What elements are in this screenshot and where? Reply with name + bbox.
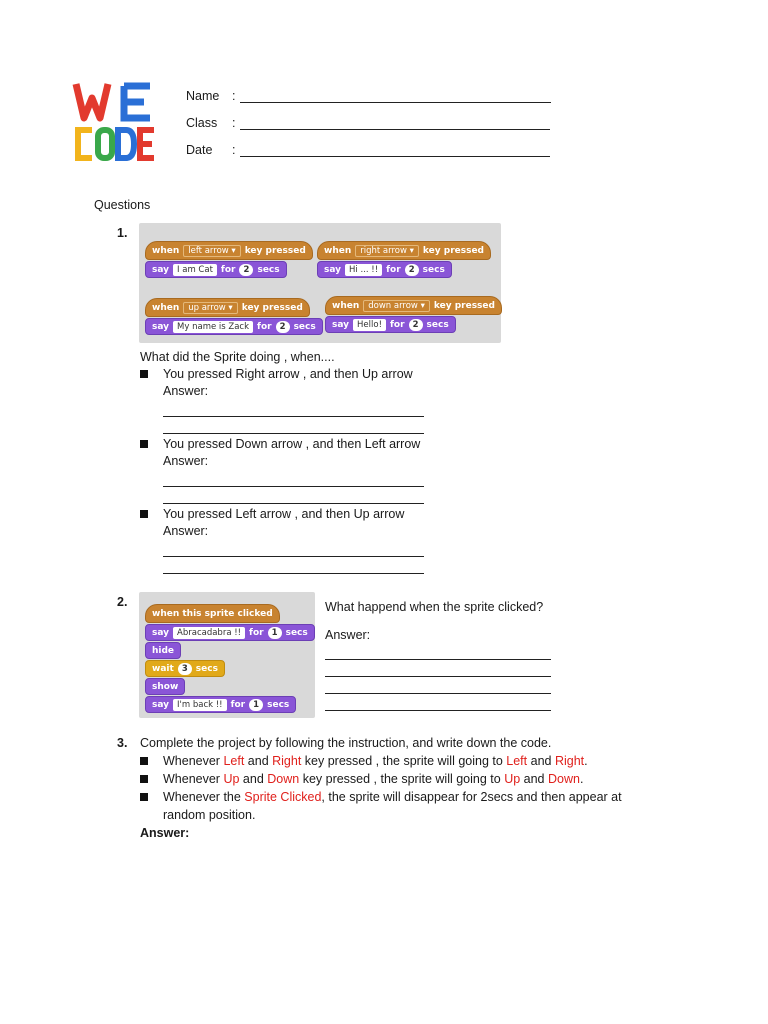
q1-item-3-answer-line-2[interactable] (163, 573, 424, 574)
text-segment: and (244, 754, 273, 768)
secs-label: secs (422, 264, 445, 275)
q1-item-3-text: You pressed Left arrow , and then Up arrow (163, 507, 405, 521)
highlight-up: Up (223, 772, 240, 786)
name-label: Name (186, 89, 220, 103)
secs-input[interactable]: 2 (405, 264, 419, 276)
q1-say-left (145, 261, 287, 278)
q2-answer-line-1[interactable] (325, 659, 551, 660)
hat-label: when this sprite clicked (152, 608, 273, 619)
wait-label: wait (152, 663, 174, 674)
secs-input[interactable]: 2 (276, 321, 290, 333)
say-label: say (324, 264, 342, 275)
class-blank[interactable] (240, 129, 550, 130)
q3-number: 3. (117, 736, 128, 750)
say-message-input[interactable]: I am Cat (173, 264, 217, 276)
q2-answer-label: Answer: (325, 628, 371, 642)
q2-answer-line-3[interactable] (325, 693, 551, 694)
secs-label: secs (426, 319, 449, 330)
highlight-left: Left (223, 754, 245, 768)
q2-when-clicked-hat (145, 604, 280, 623)
text-segment: . (579, 772, 584, 786)
name-blank[interactable] (240, 102, 551, 103)
secs-input[interactable]: 1 (268, 627, 282, 639)
q1-when-up-hat (145, 298, 310, 317)
hat-pressed-label: key pressed (241, 302, 303, 313)
text-segment: Whenever the (163, 790, 245, 804)
for-label: for (386, 264, 401, 275)
highlight-right: Right (272, 754, 302, 768)
wecode-logo (72, 80, 158, 164)
key-dropdown[interactable]: up arrow ▾ (183, 302, 237, 314)
text-segment: , the sprite will disappear for 2secs and then appear at (321, 790, 622, 804)
hat-when-label: when (324, 245, 352, 256)
show-label: show (152, 681, 179, 692)
bullet-square-icon (140, 370, 148, 378)
q2-say-back (145, 696, 296, 713)
hat-pressed-label: key pressed (244, 245, 306, 256)
say-label: say (152, 699, 170, 710)
q1-item-1-text: You pressed Right arrow , and then Up arrow (163, 367, 413, 381)
secs-label: secs (195, 663, 218, 674)
q1-item-1-answer-label: Answer: (163, 384, 209, 398)
hat-when-label: when (152, 302, 180, 313)
q3-bullet-2 (163, 772, 583, 786)
hat-pressed-label: key pressed (433, 300, 495, 311)
q3-answer-label: Answer: (140, 826, 190, 840)
date-label: Date (186, 143, 213, 157)
q1-item-2-answer-label: Answer: (163, 454, 209, 468)
text-segment: and (527, 754, 555, 768)
q1-item-1-answer-line-1[interactable] (163, 416, 424, 417)
q2-say-abracadabra (145, 624, 315, 641)
q1-item-2-answer-line-2[interactable] (163, 503, 424, 504)
secs-input[interactable]: 2 (239, 264, 253, 276)
secs-label: secs (285, 627, 308, 638)
for-label: for (257, 321, 272, 332)
bullet-square-icon (140, 775, 148, 783)
highlight-down: Down (547, 772, 580, 786)
q1-prompt: What did the Sprite doing , when.... (140, 350, 335, 364)
q1-item-2-text: You pressed Down arrow , and then Left arrow (163, 437, 421, 451)
q2-wait-block (145, 660, 225, 677)
wait-secs-input[interactable]: 3 (178, 663, 192, 675)
hat-when-label: when (332, 300, 360, 311)
q1-when-left-hat (145, 241, 313, 260)
wecode-logo-graphic (72, 80, 158, 164)
q1-item-1-answer-line-2[interactable] (163, 433, 424, 434)
highlight-right: Right (554, 754, 585, 768)
name-colon: : (232, 89, 236, 103)
q1-when-right-hat (317, 241, 491, 260)
for-label: for (389, 319, 405, 330)
q3-bullet-1 (163, 754, 588, 768)
secs-input[interactable]: 2 (409, 319, 423, 331)
q3-bullet-3-continued: random position. (163, 808, 256, 822)
class-label: Class (186, 116, 218, 130)
date-colon: : (232, 143, 236, 157)
key-dropdown[interactable]: down arrow ▾ (363, 300, 430, 312)
text-segment: key pressed , the sprite will going to (299, 772, 505, 786)
say-message-input[interactable]: I'm back !! (173, 699, 227, 711)
q2-answer-line-4[interactable] (325, 710, 551, 711)
text-segment: and (520, 772, 548, 786)
class-field (186, 116, 566, 132)
hat-pressed-label: key pressed (422, 245, 484, 256)
for-label: for (220, 264, 236, 275)
questions-title: Questions (94, 198, 151, 212)
say-message-input[interactable]: Hi ... !! (345, 264, 382, 276)
text-segment: Whenever (163, 772, 224, 786)
key-dropdown[interactable]: right arrow ▾ (355, 245, 419, 257)
q1-when-down-hat (325, 296, 502, 315)
date-blank[interactable] (240, 156, 550, 157)
text-segment: and (239, 772, 268, 786)
secs-input[interactable]: 1 (249, 699, 263, 711)
q3-bullet-3 (163, 790, 622, 804)
secs-label: secs (267, 699, 290, 710)
say-message-input[interactable]: Abracadabra !! (173, 627, 245, 639)
q2-hide-block (145, 642, 181, 659)
secs-label: secs (257, 264, 280, 275)
highlight-left: Left (506, 754, 528, 768)
text-segment: Whenever (163, 754, 224, 768)
q2-scratch-panel (139, 592, 315, 718)
highlight-down: Down (267, 772, 300, 786)
hide-label: hide (152, 645, 175, 656)
secs-label: secs (293, 321, 316, 332)
q2-show-block (145, 678, 185, 695)
q1-item-2-answer-line-1[interactable] (163, 486, 424, 487)
q1-item-3-answer-line-1[interactable] (163, 556, 424, 557)
highlight-up: Up (504, 772, 521, 786)
for-label: for (230, 699, 246, 710)
q1-scratch-panel (139, 223, 501, 343)
date-field (186, 143, 566, 159)
bullet-square-icon (140, 510, 148, 518)
q1-say-down (325, 316, 456, 333)
class-colon: : (232, 116, 236, 130)
q1-say-right (317, 261, 452, 278)
key-dropdown[interactable]: left arrow ▾ (183, 245, 240, 257)
q1-number: 1. (117, 226, 128, 240)
highlight-sprite-clicked: Sprite Clicked (244, 790, 322, 804)
q1-item-3-answer-label: Answer: (163, 524, 209, 538)
bullet-square-icon (140, 793, 148, 801)
say-message-input[interactable]: Hello! (353, 319, 386, 331)
bullet-square-icon (140, 440, 148, 448)
name-field (186, 89, 566, 105)
q2-answer-line-2[interactable] (325, 676, 551, 677)
say-label: say (152, 264, 170, 275)
text-segment: key pressed , the sprite will going to (301, 754, 507, 768)
q2-number: 2. (117, 595, 128, 609)
q3-intro: Complete the project by following the instruction, and write down the code. (140, 736, 552, 750)
text-segment: . (584, 754, 588, 768)
for-label: for (249, 627, 264, 638)
say-label: say (152, 627, 170, 638)
q2-question: What happend when the sprite clicked? (325, 600, 544, 614)
say-label: say (152, 321, 170, 332)
hat-when-label: when (152, 245, 180, 256)
bullet-square-icon (140, 757, 148, 765)
q1-say-up (145, 318, 323, 335)
say-message-input[interactable]: My name is Zack (173, 321, 253, 333)
say-label: say (332, 319, 350, 330)
